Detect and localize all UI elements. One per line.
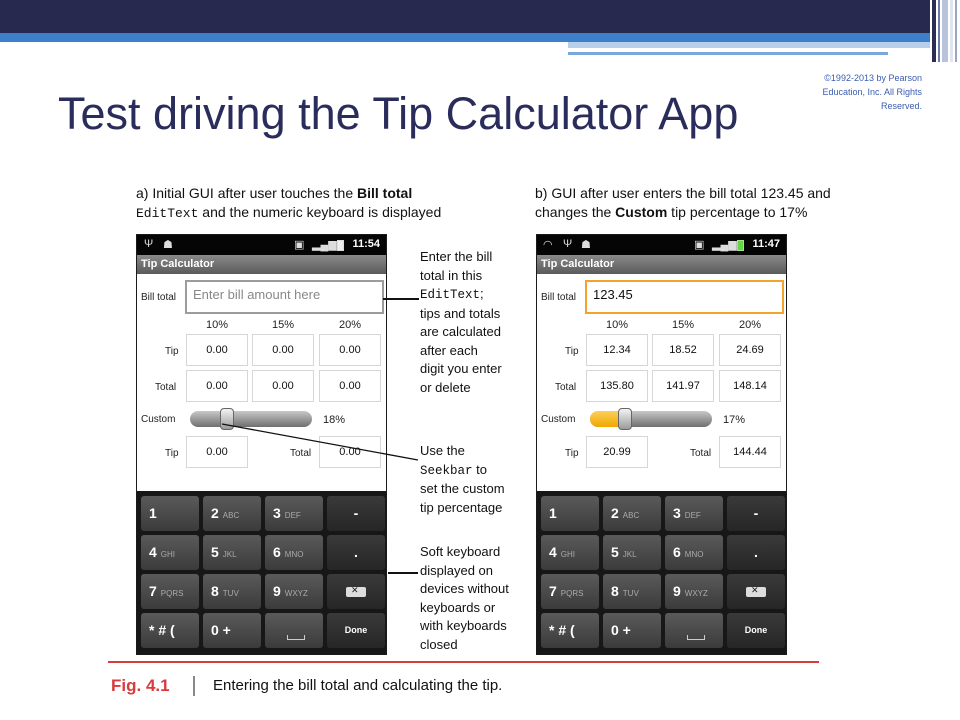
key-sublabel: DEF — [684, 511, 701, 520]
callout-line: displayed on — [420, 562, 493, 578]
tip-20-field: 0.00 — [319, 334, 381, 366]
android-icon: ☗ — [163, 239, 173, 251]
custom-tip-field: 0.00 — [186, 436, 248, 468]
callout-mono-suffix: to — [472, 461, 487, 477]
callout-connector-keyboard — [388, 572, 418, 574]
callout-line: or delete — [420, 379, 471, 395]
key-sublabel: TUV — [622, 589, 639, 598]
tip-10-field: 12.34 — [586, 334, 648, 366]
caption-b-bold: Custom — [615, 204, 668, 220]
key-label: * # ( — [149, 622, 175, 638]
key-label: - — [353, 505, 359, 521]
caption-b-line1: b) GUI after user enters the bill total 123.45 and — [535, 185, 831, 201]
key-sublabel: MNO — [284, 550, 304, 559]
total-10-field: 135.80 — [586, 370, 648, 402]
key-sublabel: GHI — [160, 550, 176, 559]
key-label: 4 — [549, 544, 557, 560]
tip-row-label: Tip — [565, 346, 579, 357]
key-label: 6 — [673, 544, 681, 560]
key-sublabel: WXYZ — [684, 589, 708, 598]
app-title-bar: Tip Calculator — [137, 255, 386, 274]
bill-total-label: Bill total — [541, 292, 577, 303]
key-label: 1 — [149, 505, 157, 521]
custom-label: Custom — [541, 414, 576, 425]
figure-number: Fig. 4.1 — [111, 676, 170, 695]
key-label: 7 — [149, 583, 157, 599]
percent-header-15: 15% — [671, 319, 695, 331]
callout-line: digit you enter — [420, 361, 502, 376]
key-label: 3 — [673, 505, 681, 521]
custom-total-label: Total — [690, 448, 712, 459]
key-sublabel: PQRS — [560, 589, 584, 598]
caption-a-suffix: and the numeric keyboard is displayed — [198, 204, 442, 220]
key-sublabel: ABC — [222, 511, 240, 520]
key-label: 1 — [549, 505, 557, 521]
custom-total-label: Total — [290, 448, 312, 459]
callout-line — [420, 461, 538, 481]
key-label: . — [354, 544, 358, 560]
key-label: 5 — [211, 544, 219, 560]
usb-icon: Ψ — [144, 238, 154, 250]
total-10-field: 0.00 — [186, 370, 248, 402]
copyright-notice: ©1992-2013 by Pearson Education, Inc. All Rights Reserved. — [822, 73, 922, 111]
callout-mono: EditText — [420, 288, 481, 302]
signal-icon: ▂▄▆ — [712, 239, 737, 251]
tip-10-field: 0.00 — [186, 334, 248, 366]
total-row-label: Total — [155, 382, 177, 393]
percent-header-15: 15% — [271, 319, 295, 331]
signal-icon: ▂▄▆ — [312, 239, 337, 251]
key-label: 8 — [611, 583, 619, 599]
callout-line: with keyboards — [420, 618, 507, 633]
sim-icon: ▣ — [694, 239, 705, 251]
bill-total-value: 123.45 — [593, 287, 633, 302]
key-sublabel: GHI — [560, 550, 576, 559]
key-sublabel: JKL — [222, 550, 237, 559]
callout-line: Use the — [420, 443, 465, 458]
percent-header-20: 20% — [738, 319, 762, 331]
key-sublabel: DEF — [284, 511, 301, 520]
caption-a-text: a) Initial GUI after user touches the — [136, 185, 357, 201]
callout-line: closed — [420, 636, 458, 652]
key-label: 0 + — [611, 622, 631, 638]
caption-b-suffix: tip percentage to 17% — [667, 204, 808, 220]
percent-header-20: 20% — [338, 319, 362, 331]
key-sublabel: JKL — [622, 550, 637, 559]
key-label: 9 — [273, 583, 281, 599]
key-label: 0 + — [211, 622, 231, 638]
clock: 11:54 — [352, 238, 380, 250]
key-label: 6 — [273, 544, 281, 560]
key-sublabel: ABC — [622, 511, 640, 520]
app-title-bar: Tip Calculator — [537, 255, 786, 274]
percent-header-10: 10% — [605, 319, 629, 331]
clock: 11:47 — [752, 238, 780, 250]
key-label: * # ( — [549, 622, 575, 638]
percent-header-10: 10% — [205, 319, 229, 331]
callout-seekbar — [420, 442, 538, 517]
total-15-field: 0.00 — [252, 370, 314, 402]
callout-line: tips and totals — [420, 305, 501, 321]
key-sublabel: PQRS — [160, 589, 184, 598]
custom-tip-field: 20.99 — [586, 436, 648, 468]
custom-percent-value: 17% — [723, 414, 746, 426]
total-row-label: Total — [555, 382, 577, 393]
custom-percent-value: 18% — [323, 414, 346, 426]
callout-line: set the custom — [420, 481, 505, 496]
caption-a-mono: EditText — [136, 206, 199, 221]
total-20-field: 0.00 — [319, 370, 381, 402]
custom-tip-label: Tip — [165, 448, 179, 459]
key-label: 4 — [149, 544, 157, 560]
callout-line: after each — [420, 342, 478, 358]
tip-15-field: 18.52 — [652, 334, 714, 366]
key-label: 2 — [211, 505, 219, 521]
seekbar-pointer-line — [222, 424, 418, 460]
callout-mono-suffix: ; — [480, 286, 484, 301]
key-label: Done — [744, 625, 768, 635]
key-sublabel: MNO — [684, 550, 704, 559]
key-sublabel: WXYZ — [284, 589, 308, 598]
callout-line: are calculated — [420, 324, 501, 339]
callout-line: tip percentage — [420, 499, 503, 515]
figure-separator — [193, 676, 195, 696]
caption-a-bold: Bill total — [357, 185, 413, 201]
key-label: 3 — [273, 505, 281, 521]
callout-line: total in this — [420, 267, 483, 283]
key-label: 9 — [673, 583, 681, 599]
caption-b-text: changes the — [535, 204, 616, 220]
key-label: - — [753, 505, 759, 521]
android-icon: ☗ — [581, 239, 591, 251]
callout-line: Soft keyboard — [420, 544, 501, 559]
bill-total-placeholder: Enter bill amount here — [193, 287, 321, 302]
tip-15-field: 0.00 — [252, 334, 314, 366]
key-label: . — [754, 544, 758, 560]
custom-total-field: 144.44 — [719, 436, 781, 468]
key-label: 8 — [211, 583, 219, 599]
custom-label: Custom — [141, 414, 176, 425]
figure-rule — [108, 661, 819, 663]
key-label: 5 — [611, 544, 619, 560]
figure-caption: Entering the bill total and calculating the tip. — [213, 677, 503, 694]
tip-20-field: 24.69 — [719, 334, 781, 366]
callout-keyboard — [420, 543, 538, 654]
total-15-field: 141.97 — [652, 370, 714, 402]
total-20-field: 148.14 — [719, 370, 781, 402]
key-label: Done — [344, 625, 368, 635]
sim-icon: ▣ — [294, 239, 305, 251]
key-label: 7 — [549, 583, 557, 599]
callout-line: keyboards or — [420, 599, 496, 615]
custom-total-field: 0.00 — [319, 436, 381, 468]
tip-row-label: Tip — [165, 346, 179, 357]
slide-title: Test driving the Tip Calculator App — [58, 88, 739, 139]
callout-line: devices without — [420, 581, 509, 596]
bill-total-label: Bill total — [141, 292, 177, 303]
key-label: 2 — [611, 505, 619, 521]
callout-line: Enter the bill — [420, 249, 493, 264]
usb-icon: Ψ — [563, 238, 573, 250]
callout-mono: Seekbar — [420, 463, 473, 478]
key-sublabel: TUV — [222, 589, 239, 598]
custom-tip-label: Tip — [565, 448, 579, 459]
wifi-icon: ◠ — [543, 239, 553, 251]
